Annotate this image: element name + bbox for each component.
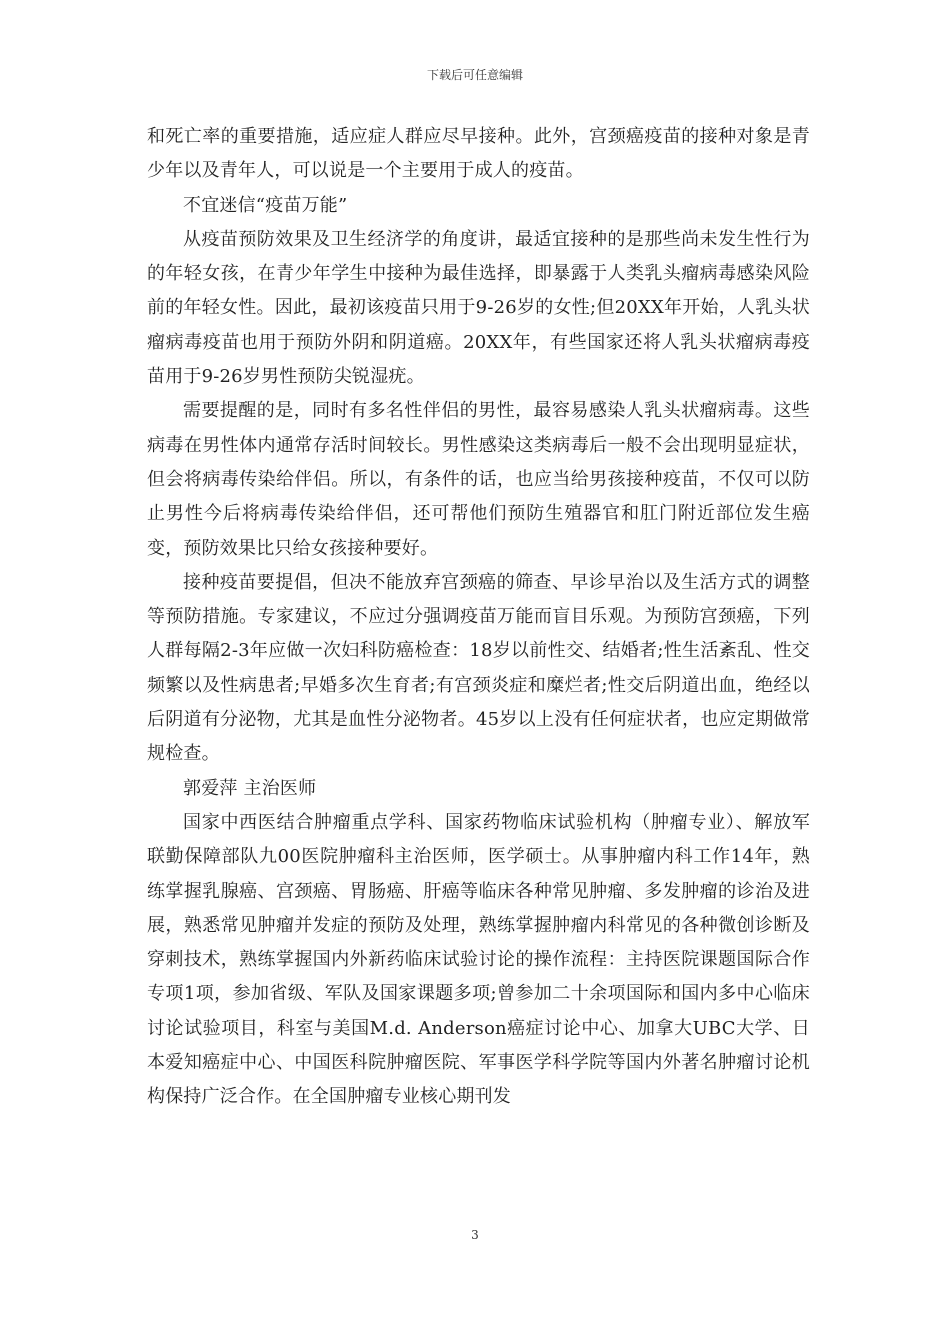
page-header: 下载后可任意编辑 [426, 68, 523, 82]
author-heading: 郭爱萍 主治医师 [183, 777, 317, 799]
paragraph-3: 需要提醒的是，同时有多名性伴侣的男性，最容易感染人乳头状瘤病毒。这些病毒在男性体内通常存活时间较长。男性感染这类病毒后一般不会出现明显症状，但会将病毒传染给伴侣。所以，有条件的话，也应当给男孩接种疫苗，不仅可以防止男性今后将病毒传染给伴侣，还可帮他们预防生殖器官和肛门附近部位发生癌变，预防效果比只给女孩接种要好。 [147, 400, 810, 559]
paragraph-4: 接种疫苗要提倡，但决不能放弃宫颈癌的筛查、早诊早治以及生活方式的调整等预防措施。专家建议，不应过分强调疫苗万能而盲目乐观。为预防宫颈癌，下列人群每隔2-3年应做一次妇科防癌检查：18岁以前性交、结婚者;性生活紊乱、性交频繁以及性病患者;早婚多次生育者;有宫颈炎症和糜烂者;性交后阴道出血，绝经以后阴道有分泌物，尤其是血性分泌物者。45岁以上没有任何症状者，也应定期做常规检查。 [147, 571, 810, 765]
section-heading-vaccine: 不宜迷信“疫苗万能” [183, 194, 348, 216]
page-number: 3 [471, 1228, 479, 1242]
author-bio: 国家中西医结合肿瘤重点学科、国家药物临床试验机构（肿瘤专业）、解放军联勤保障部队九00医院肿瘤科主治医师，医学硕士。从事肿瘤内科工作14年，熟练掌握乳腺癌、宫颈癌、胃肠癌、肝癌等临床各种常见肿瘤、多发肿瘤的诊治及进展，熟悉常见肿瘤并发症的预防及处理，熟练掌握肿瘤内科常见的各种微创诊断及穿刺技术，熟练掌握国内外新药临床试验讨论的操作流程：主持医院课题国际合作专项1项，参加省级、军队及国家课题多项;曾参加二十余项国际和国内多中心临床讨论试验项目，科室与美国M.d. Anderson癌症讨论中心、加拿大UBC大学、日本爱知癌症中心、中国医科院肿瘤医院、军事医学科学院等国内外著名肿瘤讨论机构保持广泛合作。在全国肿瘤专业核心期刊发 [147, 811, 810, 1108]
document-body [147, 120, 810, 1115]
paragraph-1: 和死亡率的重要措施，适应症人群应尽早接种。此外，宫颈癌疫苗的接种对象是青少年以及青年人，可以说是一个主要用于成人的疫苗。 [147, 126, 810, 182]
paragraph-2: 从疫苗预防效果及卫生经济学的角度讲，最适宜接种的是那些尚未发生性行为的年轻女孩，在青少年学生中接种为最佳选择，即暴露于人类乳头瘤病毒感染风险前的年轻女性。因此，最初该疫苗只用于9-26岁的女性;但20XX年开始，人乳头状瘤病毒疫苗也用于预防外阴和阴道癌。20XX年，有些国家还将人乳头状瘤病毒疫苗用于9-26岁男性预防尖锐湿疣。 [147, 228, 810, 388]
